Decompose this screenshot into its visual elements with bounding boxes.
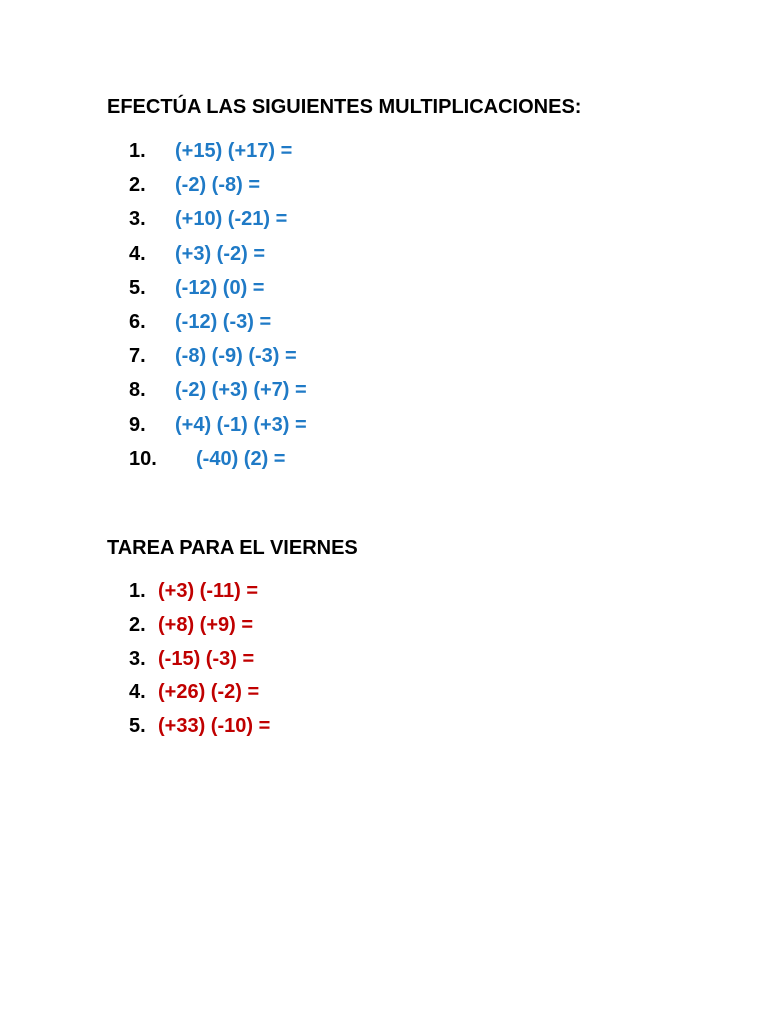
homework-expression: (+8) (+9) = bbox=[158, 613, 254, 636]
exercise-number: 6. bbox=[129, 310, 146, 333]
exercise-number: 3. bbox=[129, 208, 146, 231]
homework-number: 3. bbox=[129, 647, 146, 670]
exercise-number: 9. bbox=[129, 413, 146, 436]
exercise-expression: (+15) (+17) = bbox=[175, 140, 293, 162]
exercise-number: 5. bbox=[129, 276, 146, 299]
homework-expression: (-15) (-3) = bbox=[158, 647, 255, 670]
homework-number: 5. bbox=[129, 715, 146, 738]
exercise-expression: (+4) (-1) (+3) = bbox=[175, 413, 307, 436]
exercise-number: 10. bbox=[129, 447, 157, 470]
exercise-number: 7. bbox=[129, 345, 146, 368]
homework-expression: (+26) (-2) = bbox=[158, 681, 260, 704]
exercise-expression: (+10) (-21) = bbox=[175, 208, 288, 231]
section-heading-tarea: TAREA PARA EL VIERNES bbox=[107, 537, 358, 559]
exercise-number: 2. bbox=[129, 174, 146, 197]
exercise-expression: (-40) (2) = bbox=[196, 447, 286, 470]
section-heading-main: EFECTÚA LAS SIGUIENTES MULTIPLICACIONES: bbox=[107, 96, 582, 118]
exercise-number: 4. bbox=[129, 242, 146, 265]
homework-number: 1. bbox=[129, 580, 146, 602]
homework-number: 2. bbox=[129, 613, 146, 636]
exercise-number: 1. bbox=[129, 140, 146, 162]
homework-expression: (+33) (-10) = bbox=[158, 715, 271, 738]
exercise-expression: (+3) (-2) = bbox=[175, 242, 266, 265]
homework-number: 4. bbox=[129, 681, 146, 704]
exercise-expression: (-12) (-3) = bbox=[175, 310, 272, 333]
exercise-number: 8. bbox=[129, 379, 146, 402]
homework-expression: (+3) (-11) = bbox=[158, 580, 259, 602]
exercise-expression: (-12) (0) = bbox=[175, 276, 265, 299]
exercise-expression: (-8) (-9) (-3) = bbox=[175, 345, 297, 368]
exercise-expression: (-2) (-8) = bbox=[175, 174, 260, 197]
exercise-expression: (-2) (+3) (+7) = bbox=[175, 379, 307, 402]
